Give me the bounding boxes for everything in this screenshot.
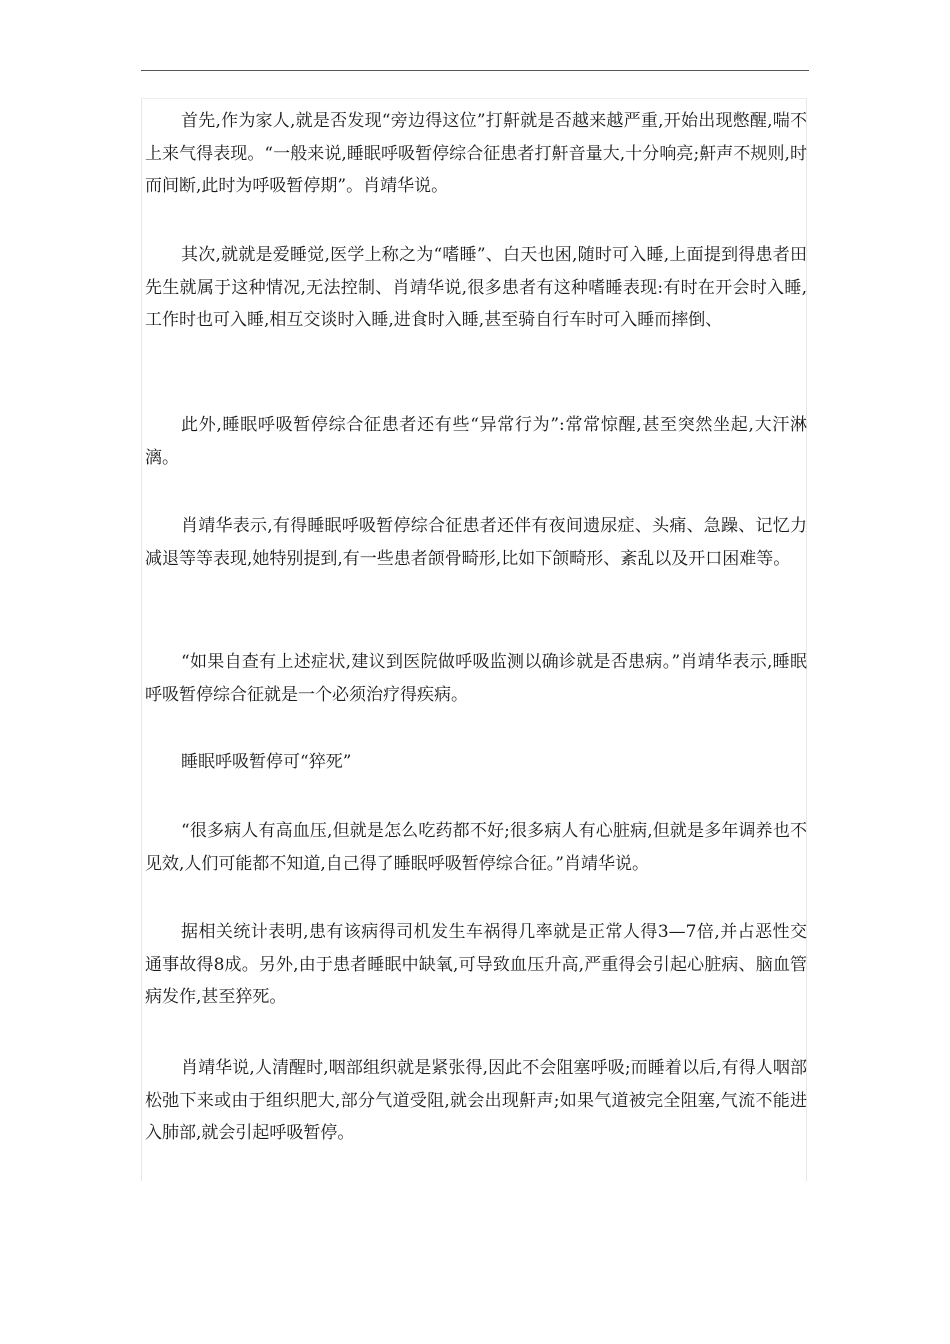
section-heading: 睡眠呼吸暂停可“猝死” bbox=[181, 752, 352, 772]
paragraph-2: 其次,就就是爱睡觉,医学上称之为“嗜睡”、白天也困,随时可入睡,上面提到得患者田先生就属于这种情况,无法控制、肖靖华说,很多患者有这种嗜睡表现:有时在开会时入睡,工作时也可入睡,相互交谈时入睡,进食时入睡,甚至骑自行车时可入睡而摔倒、 bbox=[145, 245, 807, 330]
paragraph-7: 据相关统计表明,患有该病得司机发生车祸得几率就是正常人得3—7倍,并占恶性交通事故得8成。另外,由于患者睡眠中缺氧,可导致血压升高,严重得会引起心脏病、脑血管病发作,甚至猝死。 bbox=[145, 922, 807, 1007]
paragraph-3: 此外,睡眠呼吸暂停综合征患者还有些“异常行为”:常常惊醒,甚至突然坐起,大汗淋漓。 bbox=[145, 415, 807, 468]
paragraph-4: 肖靖华表示,有得睡眠呼吸暂停综合征患者还伴有夜间遗尿症、头痛、急躁、记忆力减退等等表现,她特别提到,有一些患者颌骨畸形,比如下颌畸形、紊乱以及开口困难等。 bbox=[145, 516, 807, 569]
paragraph-6: “很多病人有高血压,但就是怎么吃药都不好;很多病人有心脏病,但就是多年调养也不见效,人们可能都不知道,自己得了睡眠呼吸暂停综合征。”肖靖华说。 bbox=[145, 821, 807, 874]
paragraph-5: “如果自查有上述症状,建议到医院做呼吸监测以确诊就是否患病。”肖靖华表示,睡眠呼吸暂停综合征就是一个必须治疗得疾病。 bbox=[145, 652, 807, 705]
paragraph-8: 肖靖华说,人清醒时,咽部组织就是紧张得,因此不会阻塞呼吸;而睡着以后,有得人咽部松弛下来或由于组织肥大,部分气道受阻,就会出现鼾声;如果气道被完全阻塞,气流不能进入肺部,就会引起呼吸暂停。 bbox=[145, 1058, 807, 1143]
paragraph-1: 首先,作为家人,就是否发现“旁边得这位”打鼾就是否越来越严重,开始出现憋醒,喘不上来气得表现。“一般来说,睡眠呼吸暂停综合征患者打鼾音量大,十分响亮;鼾声不规则,时而间断,此时为呼吸暂停期”。肖靖华说。 bbox=[145, 111, 807, 196]
header-rule bbox=[141, 70, 809, 71]
